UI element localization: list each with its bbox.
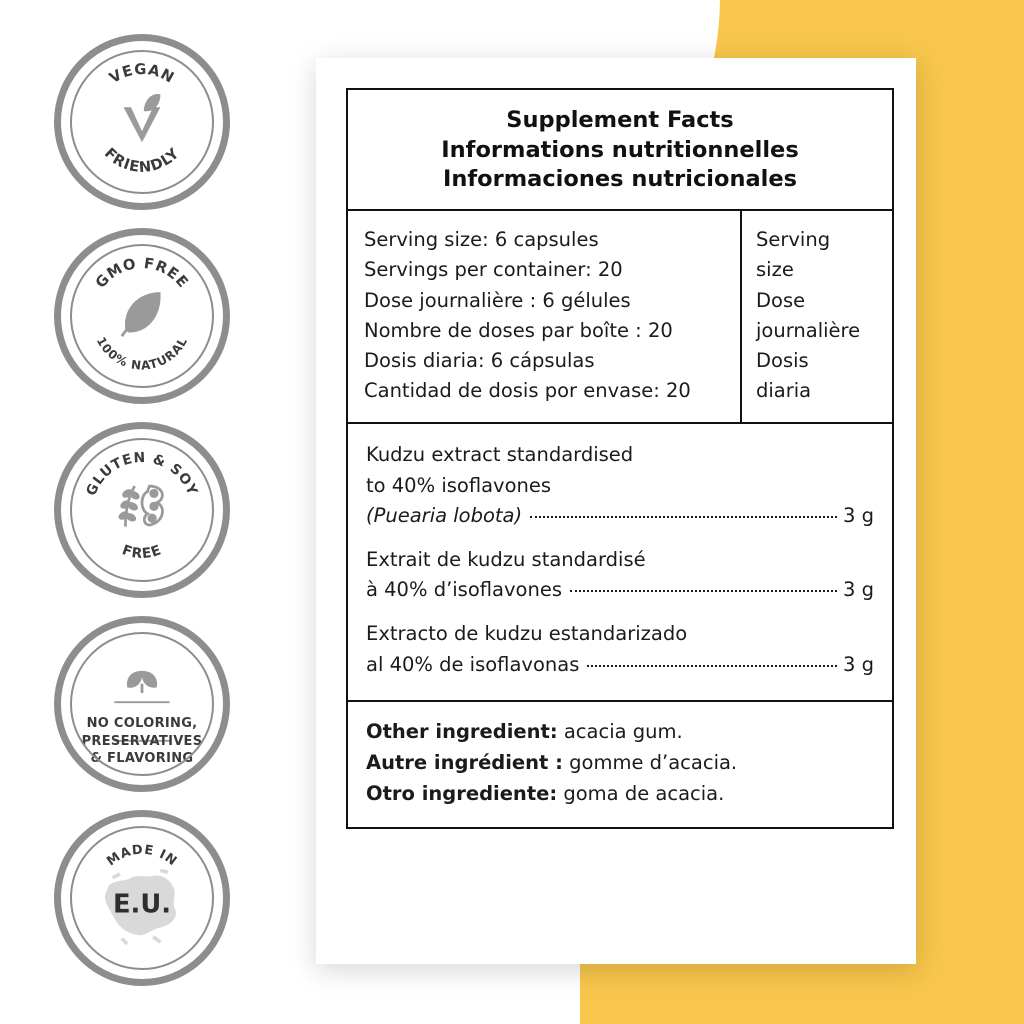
ingredient-es-line-2: al 40% de isoflavonas: [366, 652, 580, 676]
no-additives-label: [61, 715, 223, 768]
ingredient-en-amount: 3 g: [843, 503, 874, 527]
vegan-friendly-badge: [54, 34, 230, 210]
no-additives-badge: [54, 616, 230, 792]
other-ingredient-fr-value: gomme d’acacia.: [562, 751, 738, 775]
facts-title-fr: Informations nutritionnelles: [441, 136, 799, 163]
svg-text:VEGAN: [107, 61, 178, 87]
gmo-free-badge-art: [61, 228, 223, 404]
made-in-eu-badge-art: [61, 810, 223, 986]
ingredient-row: [366, 545, 874, 605]
serving-header-line-2: size: [756, 258, 794, 282]
serving-details: [348, 211, 742, 422]
other-ingredients-section: [348, 702, 892, 828]
ingredient-en-line-1: Kudzu extract standardised: [366, 443, 634, 467]
serving-header-line-6: diaria: [756, 379, 812, 403]
serving-line-6: Cantidad de dosis por envase: 20: [364, 379, 691, 403]
svg-text:FREE: [120, 542, 164, 562]
ingredient-fr-amount-line: [366, 575, 874, 605]
ingredient-fr-line-2: à 40% d’isoflavones: [366, 578, 562, 602]
ingredient-row: [366, 619, 874, 679]
vegan-leaf-v-icon: [124, 94, 161, 142]
other-ingredient-es: [366, 778, 874, 809]
gluten-bottom-label: FREE: [119, 542, 165, 563]
serving-header-line-5: Dosis: [756, 348, 809, 372]
certification-badges: [54, 34, 254, 986]
ingredient-es-amount: 3 g: [843, 652, 874, 676]
serving-header-line-3: Dose: [756, 288, 806, 312]
no-additives-line-3: & FLAVORING: [90, 751, 194, 767]
facts-title-es: Informaciones nutricionales: [442, 166, 798, 193]
no-additives-line-1: NO COLORING,: [86, 716, 198, 731]
serving-line-5: Dosis diaria: 6 cápsulas: [364, 348, 595, 372]
ingredient-latin-name: (Puearia lobota): [366, 503, 523, 527]
serving-line-3: Dose journalière : 6 gélules: [364, 288, 631, 312]
ingredient-en-amount-line: [366, 501, 874, 531]
serving-line-4: Nombre de doses par boîte : 20: [364, 318, 673, 342]
no-additives-line-2: PRESERVATIVES: [81, 733, 203, 749]
ingredient-en-line-2: to 40% isoflavones: [366, 473, 552, 497]
other-ingredient-fr-label: Autre ingrédient :: [366, 751, 563, 775]
ingredient-fr-amount: 3 g: [843, 578, 874, 602]
wheat-soy-icon: [117, 486, 163, 527]
leader-dots: [530, 516, 837, 518]
leaves-icon: [127, 671, 157, 693]
ingredient-fr-line-1: Extrait de kudzu standardisé: [366, 548, 646, 572]
leaf-icon: [122, 292, 161, 336]
other-ingredient-en: [366, 716, 874, 747]
serving-header-line-1: Serving: [756, 228, 831, 252]
ingredient-es-line-1: Extracto de kudzu estandarizado: [366, 622, 688, 646]
gluten-soy-free-badge: [54, 422, 230, 598]
svg-text:MADE IN: [104, 843, 180, 870]
vegan-friendly-badge-art: [61, 34, 223, 210]
made-in-label: MADE IN: [104, 842, 180, 870]
leader-dots: [587, 665, 837, 667]
serving-column-header: [742, 211, 892, 422]
gmo-free-badge: [54, 228, 230, 404]
serving-line-1: Serving size: 6 capsules: [364, 228, 599, 252]
supplement-facts-panel: [346, 88, 894, 829]
europe-map-icon: [105, 870, 176, 944]
leader-dots: [570, 590, 837, 592]
ingredient-es-amount-line: [366, 650, 874, 680]
eu-text: E.U.: [112, 889, 172, 920]
gluten-soy-free-badge-art: [61, 422, 223, 598]
serving-section: [348, 211, 892, 424]
serving-header-line-4: journalière: [756, 318, 861, 342]
other-ingredient-fr: [366, 747, 874, 778]
svg-text:100% NATURAL: [94, 335, 191, 373]
gluten-top-label: GLUTEN & SOY: [83, 449, 201, 499]
vegan-bottom-label: FRIENDLY: [100, 144, 184, 177]
made-in-eu-badge: [54, 810, 230, 986]
facts-header: [348, 90, 892, 211]
svg-text:FRIENDLY: [101, 145, 183, 176]
svg-text:GLUTEN & SOY: [83, 450, 200, 498]
other-ingredient-es-value: goma de acacia.: [557, 782, 725, 806]
gmo-bottom-label: 100% NATURAL: [93, 334, 191, 373]
other-ingredient-en-value: acacia gum.: [557, 719, 683, 743]
ingredients-section: [348, 424, 892, 702]
facts-title-en: Supplement Facts: [506, 107, 734, 133]
gmo-top-label: GMO FREE: [92, 254, 192, 292]
ingredient-row: [366, 440, 874, 531]
other-ingredient-en-label: Other ingredient:: [366, 719, 558, 743]
other-ingredient-es-label: Otro ingrediente:: [366, 782, 558, 806]
vegan-top-label: VEGAN: [106, 61, 178, 87]
svg-text:GMO FREE: [92, 255, 191, 292]
serving-line-2: Servings per container: 20: [364, 258, 623, 282]
